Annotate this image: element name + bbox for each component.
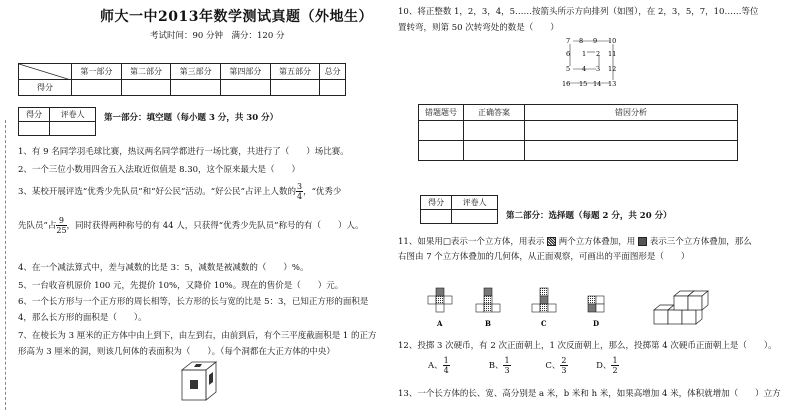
- spiral-5: 5: [566, 65, 571, 73]
- q3c-frac-numerator: 9: [56, 216, 66, 226]
- question-5: 5、一台收音机原价 100 元，先提价 10%，又降价 10%。现在的售价是（ ）元。: [18, 281, 344, 291]
- part1-heading: 第一部分：填空题（每小题 3 分，共 30 分）: [104, 113, 279, 123]
- score-cell[interactable]: [270, 80, 320, 96]
- col-part3: 第三部分: [171, 64, 221, 80]
- spiral-6: 6: [566, 50, 571, 58]
- error-cell[interactable]: [525, 141, 738, 161]
- q12-option-b: B、 $\frac{1}{3}$: [488, 356, 510, 375]
- grader-score-cell[interactable]: [19, 122, 50, 136]
- question-3-line1: [18, 182, 341, 201]
- score-cell[interactable]: [121, 80, 171, 96]
- cube-with-holes-figure: [176, 360, 220, 412]
- option-b-label: B: [485, 319, 491, 328]
- page-title: 师大一中2013年数学测试真题（外地生）: [100, 9, 373, 25]
- row-label-score: 得分: [19, 80, 72, 96]
- col-part2: 第二部分: [121, 64, 171, 80]
- error-analysis-table: [418, 104, 738, 161]
- option-d-label: D: [593, 319, 600, 328]
- question-7-line2: 形高为 3 厘米的洞，则该几何体的表面积为（ ）。（每个洞都在大正方体的中央）: [18, 347, 335, 357]
- question-11-line2: 右图由 7 个立方体叠加的几何体，从正面观察，可画出的平面图形是（ ）: [398, 252, 690, 262]
- q11-text-a: 11、如果用□表示一个立方体，用表示: [398, 237, 545, 247]
- col-part5: 第五部分: [270, 64, 320, 80]
- option-a-label: A: [437, 319, 443, 328]
- question-10-line2: 置转弯，则第 50 次转弯处的数是（ ）: [398, 23, 559, 33]
- score-cell[interactable]: [72, 80, 122, 96]
- q3-frac-denominator: 4: [296, 192, 303, 201]
- spiral-10: 10: [608, 37, 617, 45]
- grader-score-cell[interactable]: [421, 210, 452, 224]
- question-12: 12、投掷 3 次硬币，有 2 次正面朝上，1 次反面朝上，那么，投掷第 4 次硬币正面朝上是（ ）。: [398, 341, 777, 351]
- q11-text-c: 表示三个立方体叠加，那么: [649, 237, 752, 247]
- error-cell[interactable]: [464, 141, 525, 161]
- q12-options: [428, 356, 636, 375]
- spiral-4: 4: [582, 65, 587, 73]
- binding-line: [5, 120, 6, 410]
- question-3-line2: [18, 216, 363, 235]
- error-cell[interactable]: [419, 121, 464, 141]
- col-total: 总分: [320, 64, 346, 80]
- spiral-11: 11: [608, 50, 617, 58]
- question-2: 2、一个三位小数用四舍五入法取近似值是 8.30，这个原来最大是（ ）: [18, 165, 301, 175]
- score-cell[interactable]: [171, 80, 221, 96]
- q3c-fraction: [56, 216, 66, 235]
- q12-option-a: A、 $\frac{1}{4}$: [428, 356, 449, 375]
- question-4: 4、在一个减法算式中，差与减数的比是 3：5，减数是被减数的（ ）%。: [18, 263, 309, 273]
- score-cell[interactable]: [221, 80, 271, 96]
- grader-score-label: 得分: [19, 108, 50, 122]
- spiral-15: 15: [579, 80, 588, 88]
- spiral-13: 13: [608, 80, 617, 88]
- q11-options-figure: [420, 282, 642, 330]
- error-col-answer: 正确答案: [464, 105, 525, 121]
- q3-text-d: ，同时获得两种称号的有 44 人，只获得“优秀少先队员”称号的有（ ）人。: [66, 221, 364, 231]
- error-col-number: 错题题号: [419, 105, 464, 121]
- spiral-7: 7: [566, 37, 571, 45]
- spiral-2: 2: [596, 50, 601, 58]
- score-table: [18, 63, 346, 96]
- grader-box-part2: [420, 195, 498, 224]
- part2-heading: 第二部分：选择题（每题 2 分，共 20 分）: [506, 211, 672, 221]
- question-10-line1: 10、将正整数 1，2，3，4，5……按箭头所示方向排列（如图），在 2，3，5，7，10……等位: [398, 7, 759, 17]
- q11-text-b: 两个立方体叠加，用: [558, 237, 636, 247]
- three-stack-icon: [638, 237, 647, 246]
- grader-box-part1: [18, 107, 96, 136]
- question-7-line1: 7、在棱长为 3 厘米的正方体中由上到下，由左到右，由前到后，有个三平度截面积是 1 的正方: [18, 331, 377, 341]
- q3-text-b: ，“优秀少: [303, 187, 342, 197]
- grader-name-cell[interactable]: [50, 122, 96, 136]
- grader-name-cell[interactable]: [452, 210, 498, 224]
- spiral-8: 8: [579, 37, 584, 45]
- spiral-3: 3: [596, 65, 601, 73]
- error-cell[interactable]: [525, 121, 738, 141]
- spiral-14: 14: [593, 80, 602, 88]
- q12-option-d: D、 $\frac{1}{2}$: [596, 356, 618, 375]
- exam-info: 考试时间：90 分钟 满分：120 分: [150, 31, 285, 41]
- grader-score-label: 得分: [421, 196, 452, 210]
- q3-text-a: 3、某校开展评选“优秀少先队员”和“好公民”活动。“好公民”占评上人数的: [18, 187, 296, 197]
- question-6-line1: 6、一个长方形与一个正方形的周长相等，长方形的长与宽的比是 5：3，已知正方形的面积是: [18, 297, 369, 307]
- q3-text-c: 先队员”占: [18, 221, 57, 231]
- q3-frac-numerator: 3: [296, 182, 303, 191]
- q3-fraction: [296, 182, 303, 201]
- spiral-number-figure: [560, 34, 632, 92]
- option-c-label: C: [541, 319, 547, 328]
- question-13: 13、一个长方体的长、宽、高分别是 a 米，b 米和 h 米，如果高增加 4 米，体积就增加（ ）立方: [398, 389, 781, 399]
- question-11-line1: [398, 236, 752, 248]
- spiral-1: 1: [582, 50, 587, 58]
- spiral-12: 12: [608, 65, 617, 73]
- score-cell[interactable]: [320, 80, 346, 96]
- two-stack-icon: [547, 237, 556, 246]
- col-part1: 第一部分: [72, 64, 122, 80]
- score-table-diag-cell: [19, 64, 72, 80]
- q3c-frac-denominator: 25: [56, 226, 67, 235]
- spiral-16: 16: [562, 80, 571, 88]
- spiral-9: 9: [593, 37, 598, 45]
- stacked-cubes-figure: [650, 286, 720, 330]
- error-col-analysis: 错因分析: [525, 105, 738, 121]
- error-cell[interactable]: [464, 121, 525, 141]
- grader-name-label: 评卷人: [452, 196, 498, 210]
- col-part4: 第四部分: [221, 64, 271, 80]
- question-1: 1、有 9 名同学羽毛球比赛，热议两名同学都进行一场比赛，共进行了（ ）场比赛。: [18, 147, 349, 157]
- grader-name-label: 评卷人: [50, 108, 96, 122]
- q12-option-c: C、 $\frac{2}{3}$: [545, 356, 567, 375]
- error-cell[interactable]: [419, 141, 464, 161]
- question-6-line2: 4，那么长方形的面积是（ ）。: [18, 313, 147, 323]
